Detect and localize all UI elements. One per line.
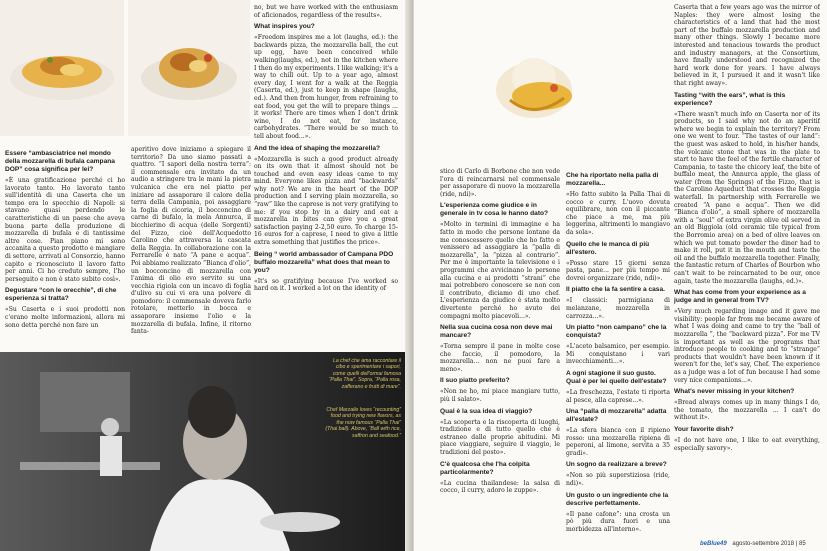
interview-answer: «La freschezza, l'estate ti riporta al pesce, alla caprese...». [566, 388, 670, 404]
interview-question: Che ha riportato nella palla di mozzarella... [566, 172, 659, 187]
interview-question: What has come from your experience as a judge and in general from TV? [674, 289, 806, 305]
interview-question: Tasting “with the ears”, what is this experience? [674, 91, 786, 107]
interview-answer: «La sfera bianca con il ripieno rosso: una mozzarella ripiena di peperoni, al limone, servita a 35 gradi». [566, 427, 670, 457]
interview-question: Essere “ambasciatrice nel mondo della mozzarella di bufala campana DOP” cosa significa per lei? [5, 150, 115, 173]
page-number: 85 [798, 541, 806, 547]
left-col-3 [254, 4, 398, 351]
interview-question: Il suo piatto preferito? [440, 377, 510, 385]
interview-answer: «Molto in termini di immagine e ha fatto in modo che persone lontane da me conoscessero quello che ho fatto e venissero ad assaggiare la “palla di mozzarella”, la “pizza al contrario”. Per me è importante la televisione e i programmi che avvicinano le persone alla cucina e ai prodotti “strani” che mai potrebbero conoscere se non con il contributo, diciamo di uno chef. L'esperienza da giudice è stata molto divertente perché ho avuto dei compagni molto piacevoli...». [440, 221, 560, 320]
interview-answer: no, but we have worked with the enthusiasm of aficionados, regardless of the results». [254, 4, 398, 19]
interview-question: C'è qualcosa che l'ha colpita particolarmente? [440, 460, 530, 476]
interview-question: Being “ world ambassador of Campana PDO buffalo mozzarella” what does that mean to you? [254, 250, 394, 274]
issue-date: agosto-settembre 2018 [732, 541, 795, 547]
interview-answer: «It's so gratifying because I've worked so hard on it. I worked a lot on the identity of [254, 277, 398, 293]
interview-question: Qual è la sua idea di viaggio? [440, 407, 533, 415]
photo-caption-en: Chef Marzaile loves “recounting” food and trying new flavors, as the now famous “Palla Thai” (Thai ball). Above, “Ball with rice, saffron and seafood.” [325, 407, 401, 439]
interview-answer: «Freedom inspires me a lot (laughs, ed.): the backwards pizza, the mozzarella ball, the cut up egg, have been conceived while walking(laughs, ed.), not in the kitchen where I then do my experiments. I like walking; it's a way to chill out. Up to a year ago, almost every day, I went for a walk at the Reggia (Caserta, ed.), just to keep in shape (laughs, ed.). And then from hunger, from refraining to eat food, you get the will to prepare things ... it works! There are times when I don't drink wine, I do not eat, for instance, carbohydrates. “There would be so much to tell about food...». [254, 34, 398, 140]
food-photo-ball [414, 0, 664, 158]
interview-answer: stico di Carlo di Borbone che non vede l'ora di reincarnarsi nel commensale per assaporare di nuovo la mozzarella (ride, ndi)». [440, 168, 560, 198]
food-photo-left [0, 0, 124, 136]
interview-question: What inspires you? [254, 23, 315, 31]
interview-answer: «Ho fatto subito la Palla Thai di cocco e curry. L'uovo dovuta equilibrare, non con il piccante che piace a me, ma più leggerina, altrimenti lo mangiavo da sola». [566, 191, 670, 236]
interview-answer: «Il pane cafone”: una crosta un pò più dura fuori e una morbidezza all'interno». [566, 510, 670, 533]
interview-answer: «È una gratificazione perché ci ho lavorato tanto. Ho lavorato tanto sull'identità di una Caserta che un tempo era lo specchio di Napoli: si stavano quasi perdendo le caratteristiche di un paese che aveva buona parte della produzione di mozzarella di bufala e di tantissime altre cose. Pian piano mi sono accanita a questo prodotto e mangiare di settore, arrivati al Consorzio, hanno capito e riconosciuto il lavoro fatto per anni. Ci ho creduto sempre, l'ho perseguito e non è stato subito così». [5, 177, 125, 283]
left-col-1 [5, 146, 125, 351]
right-col-1 [440, 168, 560, 546]
interview-answer: «Very much regarding image and it gave me visibility: people far from me became aware of what I was doing and came to try the “ball of mozzarella ”, the “backward pizza”. For me TV is important as well as the programs that introduce people to cooking and to “strange” products that wouldn't have been known if it weren't for the, let's say, Chef. The experience as a judge was a lot of fun because I had some very nice companions...». [674, 308, 820, 384]
interview-answer: «Su Caserta e i suoi prodotti non c'erano molte informazioni, allora mi sono detta perché non fare un [5, 306, 125, 329]
interview-question: Un piatto “non campano” che la conquista? [566, 324, 667, 340]
magazine-brand: beBlue49 [700, 541, 727, 547]
interview-question: Un sogno da realizzare a breve? [566, 461, 667, 469]
folio-separator: | [795, 541, 798, 547]
interview-question: Degustare “con le orecchie”, di che esperienza si tratta? [5, 287, 117, 303]
interview-answer: «Mozzarella is such a good product already on its own that it almost should not be touched and even easy ideas came to my mind. Everyone likes pizza and “backwards” why not? We are in the heart of the DOP production and I serving plain mozzarella, so “raw” like the caprese is not very gratifying to me: if you stop by in a dairy and eat a mozzarella in bites can give you a great satisfaction paying 2-2,50 euro. To charge 15-16 euros for a caprese, I need to give a little extra something that justifies the price». [254, 155, 398, 247]
left-page [0, 0, 410, 551]
interview-question: Un gusto o un ingrediente che la descrive perfettamente. [566, 491, 669, 507]
interview-answer: «Bread always comes up in many things I do, the tomato, the mozzarella ... I can't do without it». [674, 399, 820, 422]
interview-answer: «There wasn't much info on Caserta nor of its products, so I said why not do an aperitif where we begin to explain the territory? From one we went to four. “The tastes of our land”: the guest was asked to hold, in his/her hands, the volcanic stone that was in the plate to start to have the feel of the fertile character of Campania, to taste the chicory leaf, the bite of buffalo meat, the Annurca apple, the glass of water (from the Springs) of the Fizzo, that is the Carolino Aqueduct that crosses the Reggia waterfall. In partnership with Ferrarelle we created “A pane e acqua”. Then we did “Bianca d'olio”, a small sphere of mozzarella with a “soul” of extra virgin olive oil served in an old Biggiola (old ceramic tile typical from the Borromio area) on a bed of olive leaves on which we put tomato powder the diner had to make it roll, put it in the mouth and taste the oil and the buffalo mozzarella together. Finally, the fantastic return of Charles of Bourbon who can't wait to be reincarnated to be our, once again, taste the mozzarella (laughs, ed.)». [674, 110, 820, 285]
left-col-2 [131, 146, 251, 351]
interview-answer: «Non ne ho, mi piace mangiare tutto, più il salato». [440, 388, 560, 404]
interview-answer: «L'aceto balsamico, per esempio. Mi conquistano i vari invecchiamenti...». [566, 343, 670, 366]
interview-answer: «La scoperta e la riscoperta di luoghi, tradizione e di tutto quello che è estraneo dalle proprie abitudini. Mi piace viaggiare, seguire il viaggio, le tradizioni del posto». [440, 418, 560, 457]
interview-answer: «La cucina thailandese: la salsa di cocco, il curry, adoro le zuppe». [440, 479, 560, 495]
interview-question: Quello che le manca di più all'estero. [566, 240, 650, 256]
right-col-3 [674, 4, 820, 536]
interview-question: Your favorite dish? [674, 425, 734, 433]
interview-answer: «I classici: parmigiana di melanzane, mozzarella in carrozza...». [566, 297, 670, 320]
interview-question: Una “palla di mozzarella” adatta all'estate? [566, 408, 667, 424]
page-folio [700, 541, 806, 547]
interview-answer: Caserta that a few years ago was the mirror of Naples: they were almost losing the characteristics of a land that had the most part of the buffalo mozzarella production and many other things. Slowly I became more interested and tenacious towards the product and industry managers, at the Consortium, have finally understood and recognized the hard work done for years. I have always believed in it, I pursued it and it wasn't like that right away». [674, 4, 820, 87]
interview-question: What's never missing in your kitchen? [674, 388, 795, 396]
right-col-2 [566, 168, 670, 546]
interview-question: And the idea of shaping the mozzarella? [254, 144, 381, 152]
interview-question: Il piatto che la fa sentire a casa. [566, 286, 665, 294]
interview-answer: «Posso stare 15 giorni senza pasta, pane... per più tempo mi dovrei organizzare (ride, ndi)». [566, 259, 670, 282]
left-col-2-text: aperitivo dove iniziamo a spiegare il territorio? Da uno siamo passati a quattro. “I sapori della nostra terra”: il commensale era invitato da un audio a stringere tra le mani la pietra vulcanica che era nel piatto per iniziare ad assaporare il calore della terra della Campania, poi assaggiare la foglia di cicoria, il bocconcino di carne di bufalo, la mela Annurca, il bicchierino di acqua (delle Sorgenti) del Fizzo, cioè dell'Acquedotto Carolino che attraversa la cascata della Reggia. In collaborazione con la Ferrarelle è nato “A pane e acqua”. Poi abbiamo realizzato “Bianca d'olio”, un bocconcino di mozzarella con l'anima di olio evo servito su una vecchia rigiola con un incavo di foglia d'ulivo su cui vi era una polvere di pomodoro: il commensale doveva farlo rotolare, metterlo in bocca e assaporare insieme l'olio e la mozzarella di bufala. Infine, il ritorno fanta- [131, 146, 251, 336]
interview-question: A ogni stagione il suo gusto. Qual è per lei quello dell'estate? [566, 369, 667, 385]
interview-question: L'esperienza come giudice e in generale in tv cosa le hanno dato? [440, 202, 549, 218]
interview-answer: «Non so più superstiziosa (ride, ndi)». [566, 472, 670, 488]
food-photo-center [128, 0, 250, 136]
interview-answer: «Torna sempre il pane in molte cose che faccio, il pomodoro, la mozzarella... non ne puoi fare a meno». [440, 343, 560, 373]
interview-answer: «I do not have one, I like to eat everything, especially savory». [674, 436, 820, 452]
interview-question: Nella sua cucina cosa non deve mai mancare? [440, 324, 553, 340]
right-page [414, 0, 827, 551]
photo-caption-it: La chef che ama raccontare il cibo e sperimentare i sapori, come quelli dell'ormai famosa “Palla Thai”. Sopra, “Palla rosa, zafferano e frutti di mare”. [328, 358, 401, 390]
